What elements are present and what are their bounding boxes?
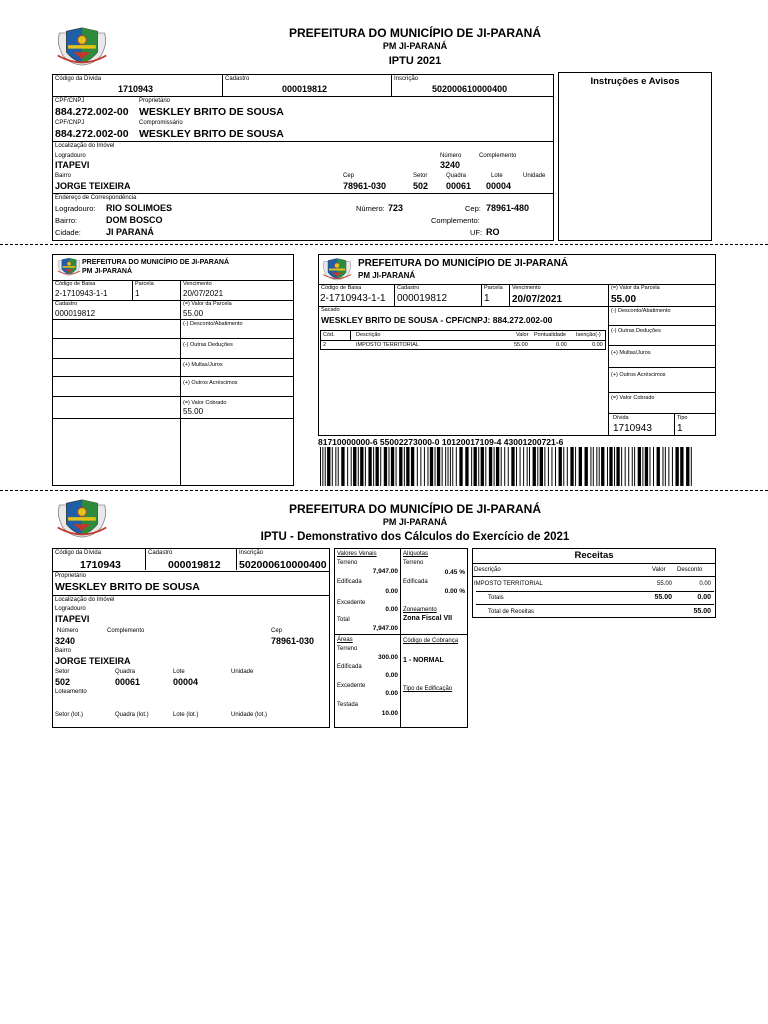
barcode-bar <box>585 447 588 486</box>
corr-cep-value: 78961-480 <box>486 203 530 213</box>
stub-desconto-label: (-) Desconto/Abatimento <box>183 321 243 327</box>
slip-cod-header: Cód. <box>323 332 335 338</box>
barcode-bar <box>504 447 505 486</box>
area-terreno-value: 300.00 <box>378 654 398 661</box>
cadastro-value: 000019812 <box>282 84 328 94</box>
endereco-label: Endereço de Correspondência <box>55 195 137 201</box>
receitas-desconto-header: Desconto <box>677 567 703 573</box>
setor-value: 502 <box>413 181 429 191</box>
demo-lote-value: 00004 <box>173 677 199 687</box>
barcode-bar <box>601 447 604 486</box>
barcode-bar <box>389 447 390 486</box>
barcode-bar <box>501 447 502 486</box>
receitas-valor-header: Valor <box>652 567 666 573</box>
quadra-label: Quadra <box>446 173 467 179</box>
demo-pm-subtitle: PM JI-PARANÁ <box>382 517 448 527</box>
demo-prefeitura-title: PREFEITURA DO MUNICÍPIO DE JI-PARANÁ <box>288 502 541 516</box>
demo-setor-lot-label: Setor (lot.) <box>55 712 84 718</box>
compromissario-label: Compromissário <box>139 120 183 126</box>
barcode-bar <box>675 447 678 486</box>
barcode-bar <box>511 447 514 486</box>
receitas-item-desconto: 0.00 <box>699 581 711 587</box>
logradouro-value: ITAPEVI <box>55 160 90 170</box>
demo-cadastro-value: 000019812 <box>168 559 221 571</box>
barcode-bar <box>399 447 402 486</box>
stub-codigo-baixa-label: Código de Baixa <box>55 281 96 287</box>
setor-label: Setor <box>413 173 428 179</box>
barcode-bar <box>474 447 477 486</box>
barcode-bar <box>653 447 654 486</box>
barcode-bar <box>442 447 443 486</box>
instructions-title: Instruções e Avisos <box>590 76 680 87</box>
barcode-bar <box>365 447 366 486</box>
slip-pontualidade-header: Pontualidade <box>534 332 567 338</box>
stub-valor-cobrado-value: 55.00 <box>183 407 204 416</box>
stub-parcela-label: Parcela <box>135 281 154 287</box>
barcode-bar <box>452 447 453 486</box>
slip-valor-cobrado-label: (=) Valor Cobrado <box>611 395 655 401</box>
valores-venais-label: Valores Venais <box>337 551 377 557</box>
barcode-bar <box>607 447 608 486</box>
barcode-bar <box>411 447 414 486</box>
barcode-bar <box>373 447 374 486</box>
barcode-bar <box>672 447 673 486</box>
demo-logradouro-label: Logradouro <box>55 606 86 612</box>
barcode-bar <box>456 447 457 486</box>
slip-item-pont: 0.00 <box>556 342 567 348</box>
barcode-bar <box>596 447 597 486</box>
total-receitas-value: 55.00 <box>693 608 711 615</box>
slip-valor-header: Valor <box>516 332 529 338</box>
slip-outros-acrescimos-label: (+) Outros Acréscimos <box>611 372 666 378</box>
numero-value: 3240 <box>440 160 461 170</box>
barcode-bar <box>368 447 371 486</box>
slip-parcela-value: 1 <box>484 293 490 304</box>
barcode-bar <box>430 447 433 486</box>
barcode-bar <box>668 447 669 486</box>
corr-logradouro-value: RIO SOLIMOES <box>106 203 173 213</box>
slip-vencimento-label: Vencimento <box>512 285 541 291</box>
barcode-bar <box>559 447 562 486</box>
demo-bairro-label: Bairro <box>55 648 72 654</box>
barcode-bar <box>327 447 330 486</box>
slip-sacado-label: Sacado <box>321 307 340 313</box>
vv-excedente-label: Excedente <box>337 600 366 606</box>
barcode-bar <box>332 447 333 486</box>
barcode-bar <box>437 447 440 486</box>
stub-valor-parcela-label: (=) Valor da Parcela <box>183 301 232 307</box>
barcode-bar <box>544 447 545 486</box>
barcode-bar <box>465 447 468 486</box>
demo-lote-label: Lote <box>173 669 185 675</box>
demo-proprietario-value: WESKLEY BRITO DE SOUSA <box>55 581 200 593</box>
barcode-bar <box>567 447 568 486</box>
barcode-bar <box>420 447 421 486</box>
barcode-bar <box>380 447 381 486</box>
bairro-value: JORGE TEIXEIRA <box>55 181 131 191</box>
slip-outras-deducoes-label: (-) Outras Deduções <box>611 328 661 334</box>
barcode-bar <box>575 447 576 486</box>
complemento-label: Complemento <box>479 153 517 159</box>
slip-multas-label: (+) Multas/Juros <box>611 350 651 356</box>
barcode-bar <box>471 447 472 486</box>
totais-desconto: 0.00 <box>697 594 711 601</box>
barcode-bar <box>508 447 509 486</box>
codigo-divida-label: Código da Dívida <box>55 76 102 82</box>
area-excedente-label: Excedente <box>337 683 366 689</box>
barcode <box>320 447 692 486</box>
cut-line-2 <box>0 490 768 491</box>
slip-parcela-label: Parcela <box>484 285 503 291</box>
corr-numero-value: 723 <box>388 203 404 213</box>
barcode-bar <box>590 447 591 486</box>
demo-cep-label: Cep <box>271 628 283 634</box>
barcode-bar <box>384 447 387 486</box>
demo-inscricao-label: Inscrição <box>239 550 264 556</box>
prefeitura-title: PREFEITURA DO MUNICÍPIO DE JI-PARANÁ <box>288 26 541 40</box>
barcode-bar <box>351 447 352 486</box>
vv-edificada-label: Edificada <box>337 579 362 585</box>
totais-valor: 55.00 <box>654 594 672 601</box>
area-terreno-label: Terreno <box>337 646 358 652</box>
slip-valor-parcela-label: (=) Valor da Parcela <box>611 285 660 291</box>
barcode-bar <box>478 447 479 486</box>
demo-loteamento-label: Loteamento <box>55 689 87 695</box>
demo-inscricao-value: 502000610000400 <box>239 559 327 571</box>
slip-isencao-header: Isenção(-) <box>576 332 601 338</box>
bairro-c-label: Bairro: <box>55 216 78 225</box>
demo-numero-label: Número <box>57 628 79 634</box>
barcode-bar <box>450 447 451 486</box>
zoneamento-value: Zona Fiscal VII <box>403 615 453 622</box>
barcode-bar <box>320 447 321 486</box>
logradouro-label: Logradouro <box>55 153 86 159</box>
barcode-bar <box>686 447 689 486</box>
receitas-item-valor: 55.00 <box>656 581 672 587</box>
barcode-bar <box>417 447 418 486</box>
demo-quadra-lot-label: Quadra (lot.) <box>115 712 149 718</box>
barcode-bar <box>632 447 633 486</box>
barcode-bar <box>347 447 348 486</box>
corr-uf-value: RO <box>486 227 500 237</box>
receitas-descricao-header: Descrição <box>474 567 501 573</box>
cut-line-1 <box>0 244 768 245</box>
barcode-bar <box>404 447 405 486</box>
demo-complemento-label: Complemento <box>107 628 145 634</box>
barcode-bar <box>435 447 436 486</box>
uf-c-label: UF: <box>470 228 483 237</box>
barcode-bar <box>396 447 397 486</box>
aliq-edificada-label: Edificada <box>403 579 428 585</box>
barcode-bar <box>481 447 484 486</box>
barcode-bar <box>593 447 594 486</box>
slip-pm-subtitle: PM JI-PARANÁ <box>358 271 416 280</box>
vv-total-value: 7,947.00 <box>372 625 398 632</box>
stub-outras-deducoes-label: (-) Outras Deduções <box>183 342 233 348</box>
cpf-value-2: 884.272.002-00 <box>55 128 129 140</box>
cidade-c-label: Cidade: <box>55 228 81 237</box>
demo-title: IPTU - Demonstrativo dos Cálculos do Exercício de 2021 <box>260 531 570 543</box>
barcode-bar <box>360 447 363 486</box>
barcode-bar <box>358 447 359 486</box>
vv-terreno-value: 7,947.00 <box>372 568 398 575</box>
barcode-bar <box>540 447 543 486</box>
slip-cadastro-value: 000019812 <box>397 293 448 304</box>
barcode-bar <box>325 447 326 486</box>
barcode-bar <box>489 447 492 486</box>
aliquotas-label: Alíquotas <box>403 551 429 557</box>
cpf-value: 884.272.002-00 <box>55 106 129 118</box>
barcode-bar <box>628 447 629 486</box>
proprietario-value: WESKLEY BRITO DE SOUSA <box>139 106 284 118</box>
slip-item-cod: 2 <box>323 342 327 348</box>
slip-tipo-label: Tipo <box>677 415 688 421</box>
corr-cidade-value: JI PARANÁ <box>106 227 154 237</box>
stub-outros-acrescimos-label: (+) Outros Acréscimos <box>183 380 238 386</box>
barcode-bar <box>485 447 486 486</box>
slip-divida-value: 1710943 <box>613 423 652 434</box>
demo-proprietario-label: Proprietário <box>55 573 87 579</box>
demo-bairro-value: JORGE TEIXEIRA <box>55 656 131 666</box>
barcode-bar <box>516 447 517 486</box>
demo-localizacao-label: Localização do Imóvel <box>55 597 115 603</box>
lote-value: 00004 <box>486 181 512 191</box>
barcode-bar <box>537 447 538 486</box>
barcode-bar <box>625 447 626 486</box>
vv-total-label: Total <box>337 617 350 623</box>
slip-desconto-label: (-) Desconto/Abatimento <box>611 308 671 314</box>
barcode-bar <box>662 447 663 486</box>
pm-subtitle: PM JI-PARANÁ <box>382 41 448 51</box>
vv-terreno-label: Terreno <box>337 560 358 566</box>
stub-pm-subtitle: PM JI-PARANÁ <box>82 268 133 275</box>
barcode-bar <box>459 447 462 486</box>
total-receitas-label: Total de Receitas <box>488 609 535 615</box>
codigo-divida-value: 1710943 <box>118 84 154 94</box>
cep-label: Cep <box>343 173 355 179</box>
barcode-bar <box>529 447 530 486</box>
barcode-bar <box>494 447 495 486</box>
barcode-bar <box>634 447 635 486</box>
municipal-crest-icon <box>56 24 108 68</box>
barcode-bar <box>579 447 582 486</box>
demo-unidade-lot-label: Unidade (lot.) <box>231 712 268 718</box>
tipo-edificacao-label: Tipo de Edificação <box>403 686 453 692</box>
barcode-bar <box>527 447 528 486</box>
slip-item-desc: IMPOSTO TERRITORIAL <box>356 342 419 348</box>
barcode-bar <box>599 447 600 486</box>
demo-lote-lot-label: Lote (lot.) <box>173 712 199 718</box>
vv-excedente-value: 0.00 <box>385 606 398 613</box>
codigo-cobranca-value: 1 - NORMAL <box>403 657 444 664</box>
demo-numero-value: 3240 <box>55 636 76 646</box>
barcode-bar <box>496 447 499 486</box>
quadra-value: 00061 <box>446 181 472 191</box>
slip-tipo-value: 1 <box>677 423 683 434</box>
barcode-bar <box>376 447 379 486</box>
barcode-bar <box>551 447 552 486</box>
demo-logradouro-value: ITAPEVI <box>55 614 90 624</box>
slip-crest-icon <box>322 256 352 282</box>
slip-item-valor: 55.00 <box>514 342 528 348</box>
slip-item-isen: 0.00 <box>592 342 603 348</box>
barcode-bar <box>427 447 428 486</box>
barcode-bar <box>445 447 446 486</box>
barcode-bar <box>353 447 356 486</box>
localizacao-label: Localização do Imóvel <box>55 143 115 149</box>
demo-codigo-divida-value: 1710943 <box>80 559 121 571</box>
demo-setor-label: Setor <box>55 669 70 675</box>
demo-quadra-label: Quadra <box>115 669 136 675</box>
demo-unidade-label: Unidade <box>231 669 254 675</box>
barcode-bar <box>533 447 536 486</box>
cep-value: 78961-030 <box>343 181 387 191</box>
barcode-bar <box>391 447 394 486</box>
demo-crest-icon <box>56 496 108 540</box>
slip-valor-parcela-value: 55.00 <box>611 294 637 305</box>
barcode-bar <box>609 447 612 486</box>
slip-cadastro-label: Cadastro <box>397 285 420 291</box>
aliq-terreno-value: 0.45 % <box>444 569 465 576</box>
aliq-edificada-value: 0.00 % <box>444 588 465 595</box>
slip-divida-label: Dívida <box>613 415 629 421</box>
inscricao-label: Inscrição <box>394 76 419 82</box>
barcode-bar <box>335 447 336 486</box>
logradouro-c-label: Logradouro: <box>55 204 96 213</box>
barcode-bar <box>322 447 323 486</box>
slip-vencimento-value: 20/07/2021 <box>512 294 563 305</box>
stub-valor-cobrado-label: (=) Valor Cobrado <box>183 400 227 406</box>
demo-codigo-divida-label: Código da Dívida <box>55 550 102 556</box>
barcode-bar <box>614 447 615 486</box>
cpf-label-2: CPF/CNPJ <box>55 120 85 126</box>
barcode-bar <box>338 447 339 486</box>
area-edificada-value: 0.00 <box>385 672 398 679</box>
cadastro-label: Cadastro <box>225 76 250 82</box>
lote-label: Lote <box>491 173 503 179</box>
barcode-bar <box>616 447 619 486</box>
slip-codigo-baixa-value: 2-1710943-1-1 <box>320 293 386 304</box>
stub-crest-icon <box>57 256 81 277</box>
barcode-bar <box>680 447 683 486</box>
areas-label: Áreas <box>337 637 353 643</box>
barcode-bar <box>570 447 573 486</box>
compromissario-value: WESKLEY BRITO DE SOUSA <box>139 128 284 140</box>
corr-bairro-value: DOM BOSCO <box>106 215 163 225</box>
complemento-c-label: Complemento: <box>431 216 480 225</box>
codigo-cobranca-label: Código de Cobrança <box>403 638 459 644</box>
receitas-title: Receitas <box>574 550 614 561</box>
slip-descricao-header: Descrição <box>356 332 381 338</box>
slip-codigo-baixa-label: Código de Baixa <box>321 285 362 291</box>
barcode-bar <box>555 447 556 486</box>
barcode-bar <box>645 447 648 486</box>
testada-value: 10.00 <box>381 710 398 717</box>
barcode-bar <box>657 447 660 486</box>
stub-multas-label: (+) Multas/Juros <box>183 362 223 368</box>
stub-codigo-baixa-value: 2-1710943-1-1 <box>55 289 108 298</box>
receitas-item-desc: IMPOSTO TERRITORIAL <box>474 581 543 587</box>
numero-c-label: Número: <box>356 204 385 213</box>
slip-sacado-value: WESKLEY BRITO DE SOUSA - CPF/CNPJ: 884.272.002-00 <box>321 315 553 325</box>
stub-cadastro-value: 000019812 <box>55 309 96 318</box>
area-edificada-label: Edificada <box>337 664 362 670</box>
numero-label: Número <box>440 153 462 159</box>
instructions-box <box>558 72 712 241</box>
stub-cadastro-label: Cadastro <box>55 301 78 307</box>
vv-edificada-value: 0.00 <box>385 588 398 595</box>
barcode-bar <box>424 447 425 486</box>
demo-quadra-value: 00061 <box>115 677 141 687</box>
proprietario-label: Proprietário <box>139 98 171 104</box>
cpf-label: CPF/CNPJ <box>55 98 85 104</box>
barcode-bar <box>523 447 524 486</box>
barcode-bar <box>665 447 666 486</box>
zoneamento-label: Zoneamento <box>403 607 437 613</box>
barcode-bar <box>642 447 643 486</box>
inscricao-value: 502000610000400 <box>432 84 508 94</box>
barcode-bar <box>563 447 564 486</box>
barcode-bar <box>691 447 692 486</box>
stub-valor-parcela-value: 55.00 <box>183 309 204 318</box>
demo-cep-value: 78961-030 <box>271 636 315 646</box>
stub-parcela-value: 1 <box>135 289 140 298</box>
stub-prefeitura-title: PREFEITURA DO MUNICÍPIO DE JI-PARANÁ <box>82 259 230 266</box>
stub-vencimento-value: 20/07/2021 <box>183 289 224 298</box>
demo-setor-value: 502 <box>55 677 71 687</box>
barcode-bar <box>406 447 409 486</box>
barcode-bar <box>621 447 622 486</box>
barcode-bar <box>649 447 650 486</box>
slip-prefeitura-title: PREFEITURA DO MUNICÍPIO DE JI-PARANÁ <box>358 258 569 269</box>
barcode-bar <box>448 447 449 486</box>
bairro-label: Bairro <box>55 173 72 179</box>
area-excedente-value: 0.00 <box>385 690 398 697</box>
totais-label: Totais <box>488 595 504 601</box>
stub-vencimento-label: Vencimento <box>183 281 212 287</box>
demo-cadastro-label: Cadastro <box>148 550 173 556</box>
testada-label: Testada <box>337 702 359 708</box>
unidade-label: Unidade <box>523 173 546 179</box>
aliq-terreno-label: Terreno <box>403 560 424 566</box>
barcode-bar <box>548 447 549 486</box>
iptu-title: IPTU 2021 <box>388 55 442 67</box>
barcode-bar <box>520 447 521 486</box>
barcode-bar <box>638 447 641 486</box>
barcode-bar <box>341 447 344 486</box>
linha-digitavel: 81710000000-6 55002273000-0 10120017109-4 43001200721-6 <box>318 437 564 447</box>
cep-c-label: Cep: <box>465 204 481 213</box>
